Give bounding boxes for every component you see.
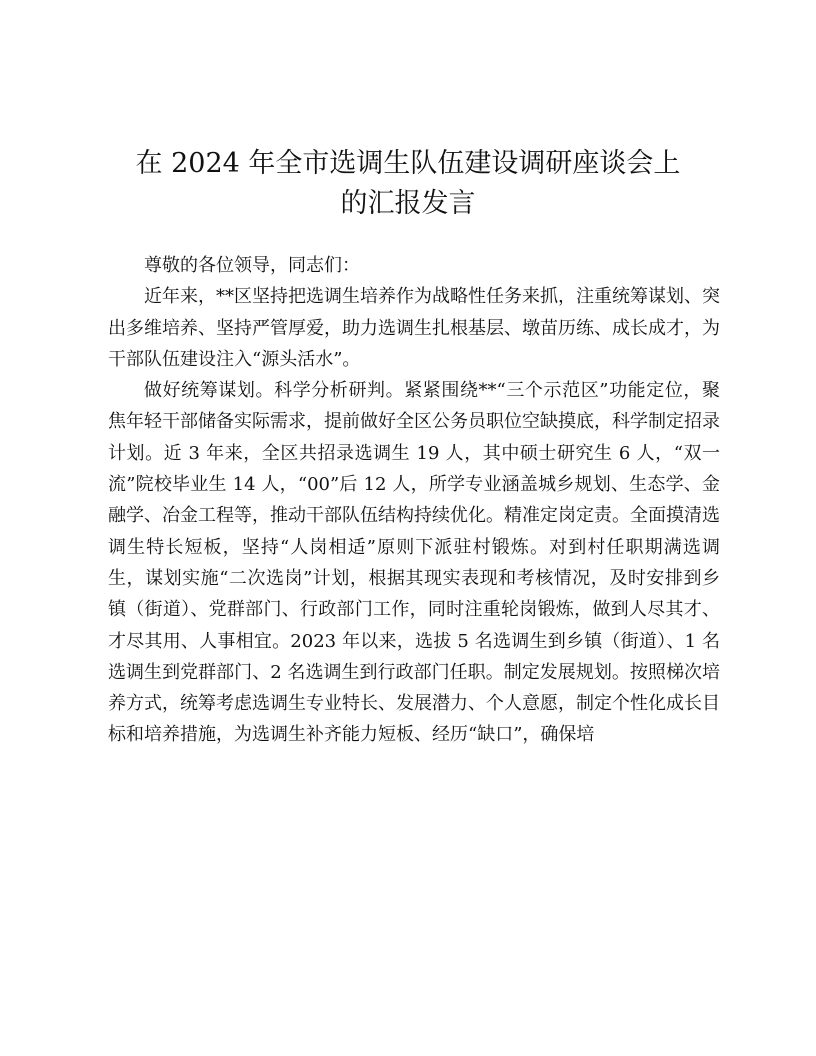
title-line-1: 在 2024 年全市选调生队伍建设调研座谈会上: [135, 148, 681, 179]
salutation: 尊敬的各位领导，同志们：: [144, 255, 360, 276]
paragraph-intro: 近年来，**区坚持把选调生培养作为战略性任务来抓，注重统筹谋划、突出多维培养、坚持严管厚爱，助力选调生扎根基层、墩苗历练、成长成才，为干部队伍建设注入“源头活水”。: [108, 286, 720, 370]
document-body: [108, 250, 720, 751]
document-title: [100, 144, 716, 224]
title-line-2: 的汇报发言: [340, 188, 476, 219]
paragraph-planning: 做好统筹谋划。科学分析研判。紧紧围绕**“三个示范区”功能定位，聚焦年轻干部储备实际需求，提前做好全区公务员职位空缺摸底，科学制定招录计划。近 3 年来，全区共招录选调生 19 人，其中硕士研究生 6 人，“双一流”院校毕业生 14 人，“00”后 12 人，所学专业涵盖城乡规划、生态学、金融学、冶金工程等，推动干部队伍结构持续优化。精准定岗定责。全面摸清选调生特长短板，坚持“人岗相适”原则下派驻村锻炼。对到村任职期满选调生，谋划实施“二次选岗”计划，根据其现实表现和考核情况，及时安排到乡镇（街道）、党群部门、行政部门工作，同时注重轮岗锻炼，做到人尽其才、才尽其用、人事相宜。2023 年以来，选拔 5 名选调生到乡镇（街道）、1 名选调生到党群部门、2 名选调生到行政部门任职。制定发展规划。按照梯次培养方式，统筹考虑选调生专业特长、发展潜力、个人意愿，制定个性化成长目标和培养措施，为选调生补齐能力短板、经历“缺口”，确保培: [108, 380, 720, 746]
